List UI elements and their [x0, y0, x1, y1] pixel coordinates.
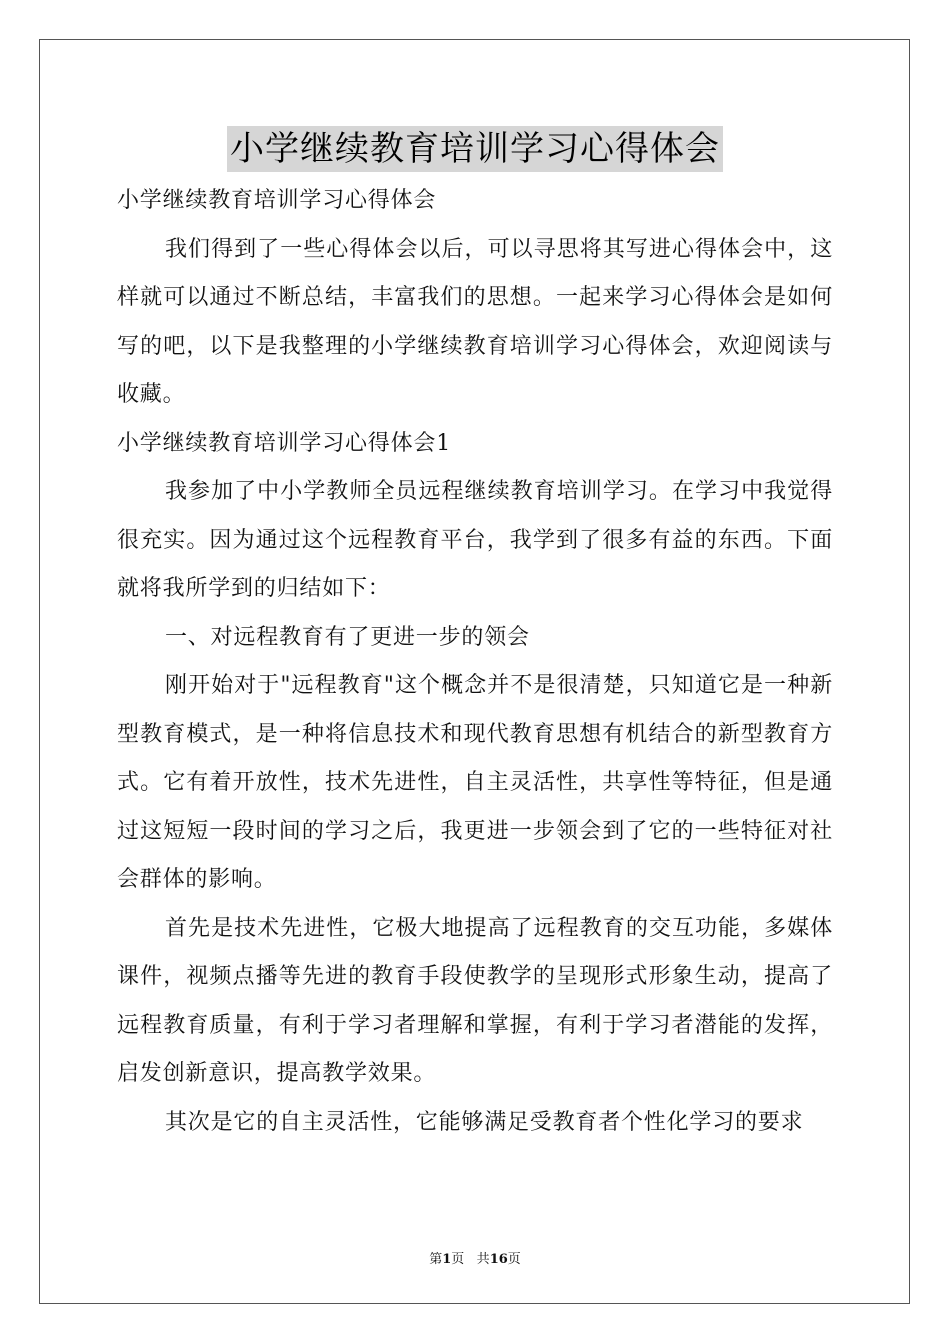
document-body: [117, 177, 833, 1147]
section-heading: 小学继续教育培训学习心得体会1: [117, 430, 451, 456]
paragraph: 我们得到了一些心得体会以后，可以寻思将其写进心得体会中，这样就可以通过不断总结，丰富我们的思想。一起来学习心得体会是如何写的吧，以下是我整理的小学继续教育培训学习心得体会，欢迎阅读与收藏。: [117, 236, 833, 407]
total-prefix: 共: [476, 1252, 490, 1267]
document-title: 小学继续教育培训学习心得体会: [227, 126, 723, 172]
title-container: [0, 126, 950, 172]
total-pages: 16: [489, 1252, 508, 1267]
subsection-heading: 一、对远程教育有了更进一步的领会: [165, 624, 530, 650]
paragraph: 首先是技术先进性，它极大地提高了远程教育的交互功能，多媒体课件，视频点播等先进的教育手段使教学的呈现形式形象生动，提高了远程教育质量，有利于学习者理解和掌握，有利于学习者潜能的发挥，启发创新意识，提高教学效果。: [117, 915, 833, 1086]
page-suffix: 页: [451, 1252, 465, 1267]
paragraph: 我参加了中小学教师全员远程继续教育培训学习。在学习中我觉得很充实。因为通过这个远程教育平台，我学到了很多有益的东西。下面就将我所学到的归结如下：: [117, 479, 833, 601]
paragraph: 刚开始对于"远程教育"这个概念并不是很清楚，只知道它是一种新型教育模式，是一种将信息技术和现代教育思想有机结合的新型教育方式。它有着开放性，技术先进性，自主灵活性，共享性等特征，但是通过这短短一段时间的学习之后，我更进一步领会到了它的一些特征对社会群体的影响。: [117, 673, 833, 892]
page-footer: [0, 1248, 950, 1267]
total-suffix: 页: [507, 1252, 521, 1267]
paragraph: 其次是它的自主灵活性，它能够满足受教育者个性化学习的要求: [165, 1109, 804, 1135]
paragraph: 小学继续教育培训学习心得体会: [117, 188, 437, 213]
page-prefix: 第: [429, 1252, 443, 1267]
page-number: 1: [442, 1252, 452, 1267]
